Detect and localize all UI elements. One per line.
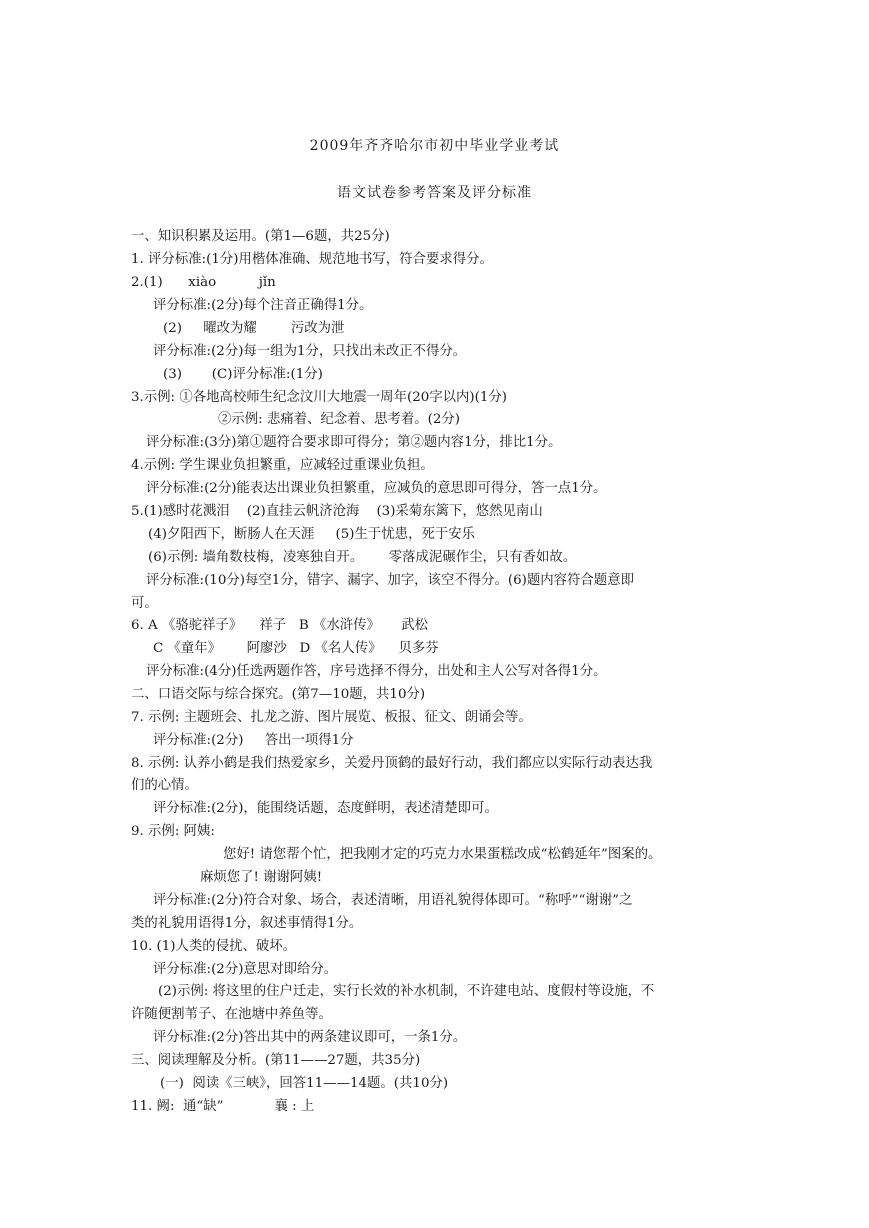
answer-line: 3.示例: ①各地高校师生纪念汶川大地震一周年(20字以内)(1分) bbox=[131, 390, 507, 405]
scoring-line: 评分标准:(2分)每个注音正确得1分。 bbox=[153, 298, 373, 313]
document-title: 2009年齐齐哈尔市初中毕业学业考试 bbox=[309, 138, 560, 154]
scoring-line: 评分标准:(2分)符合对象、场合，表述清晰，用语礼貌得体即可。“称呼”“谢谢”之 bbox=[153, 893, 633, 908]
answer-line: (3) (C)评分标准:(1分) bbox=[163, 367, 323, 382]
scoring-line: 评分标准:(10分)每空1分，错字、漏字、加字，该空不得分。(6)题内容符合题意即 bbox=[146, 573, 634, 588]
document-subtitle: 语文试卷参考答案及评分标准 bbox=[337, 185, 532, 201]
scoring-line: 评分标准:(2分)，能围绕话题，态度鲜明，表述清楚即可。 bbox=[153, 801, 498, 816]
scoring-line: 评分标准:(2分)能表达出课业负担繁重，应减负的意思即可得分，答一点1分。 bbox=[146, 481, 607, 496]
answer-line: 10. (1)人类的侵扰、破坏。 bbox=[131, 939, 297, 954]
answer-line: 1. 评分标准:(1分)用楷体准确、规范地书写，符合要求得分。 bbox=[131, 252, 493, 267]
answer-line: C 《童年》 阿廖沙 D 《名人传》 贝多芬 bbox=[153, 641, 439, 656]
scoring-line: 评分标准:(2分)答出其中的两条建议即可，一条1分。 bbox=[153, 1030, 467, 1045]
scoring-line: 评分标准:(4分)任选两题作答，序号选择不得分，出处和主人公写对各得1分。 bbox=[146, 664, 607, 679]
answer-line: 11. 阙: 通“缺” 襄 : 上 bbox=[131, 1099, 315, 1114]
answer-line: 麻烦您了! 谢谢阿姨! bbox=[200, 870, 323, 885]
scoring-line-continued: 类的礼貌用语得1分，叙述事情得1分。 bbox=[131, 916, 363, 931]
answer-line: (2)示例: 将这里的住户迁走，实行长效的补水机制，不许建电站、度假村等设施，不 bbox=[158, 984, 655, 999]
section-heading: 一、知识积累及运用。(第1—6题，共25分) bbox=[131, 229, 390, 244]
subsection-heading: (一) 阅读《三峡》，回答11——14题。(共10分) bbox=[160, 1076, 449, 1091]
answer-line-continued: 们的心情。 bbox=[131, 778, 198, 793]
answer-line-continued: 许随便割苇子、在池塘中养鱼等。 bbox=[131, 1007, 332, 1022]
section-heading: 三、阅读理解及分析。(第11——27题，共35分) bbox=[131, 1053, 421, 1068]
scoring-line: 评分标准:(2分)意思对即给分。 bbox=[153, 962, 338, 977]
answer-line: (2) 曜改为耀 污改为泄 bbox=[163, 321, 345, 336]
answer-line: (4)夕阳西下，断肠人在天涯 (5)生于忧患，死于安乐 bbox=[148, 527, 476, 542]
scoring-line: 评分标准:(2分) 答出一项得1分 bbox=[153, 733, 354, 748]
answer-line: ②示例: 悲痛着、纪念着、思考着。(2分) bbox=[218, 412, 460, 427]
answer-line: 5.(1)感时花溅泪 (2)直挂云帆济沧海 (3)采菊东篱下，悠然见南山 bbox=[131, 504, 543, 519]
answer-line: (6)示例: 墙角数枝梅，凌寒独自开。 零落成泥碾作尘，只有香如故。 bbox=[148, 550, 577, 565]
scoring-line-continued: 可。 bbox=[131, 596, 158, 611]
answer-line: 9. 示例: 阿姨: bbox=[131, 824, 215, 839]
section-heading: 二、口语交际与综合探究。(第7—10题，共10分) bbox=[131, 687, 426, 702]
scoring-line: 评分标准:(3分)第①题符合要求即可得分；第②题内容1分，排比1分。 bbox=[146, 435, 562, 450]
answer-line: 2.(1) xiào jǐn bbox=[131, 275, 276, 290]
answer-line: 4.示例: 学生课业负担繁重，应减轻过重课业负担。 bbox=[131, 458, 434, 473]
scoring-line: 评分标准:(2分)每一组为1分，只找出未改正不得分。 bbox=[153, 344, 467, 359]
answer-line: 7. 示例: 主题班会、扎龙之游、图片展览、板报、征文、朗诵会等。 bbox=[131, 710, 532, 725]
answer-line: 8. 示例: 认养小鹤是我们热爱家乡，关爱丹顶鹤的最好行动，我们都应以实际行动表达我 bbox=[131, 756, 653, 771]
answer-line: 6. A 《骆驼祥子》 祥子 B 《水浒传》 武松 bbox=[131, 618, 428, 633]
answer-line: 您好! 请您帮个忙，把我刚才定的巧克力水果蛋糕改成“松鹤延年”图案的。 bbox=[223, 847, 662, 862]
